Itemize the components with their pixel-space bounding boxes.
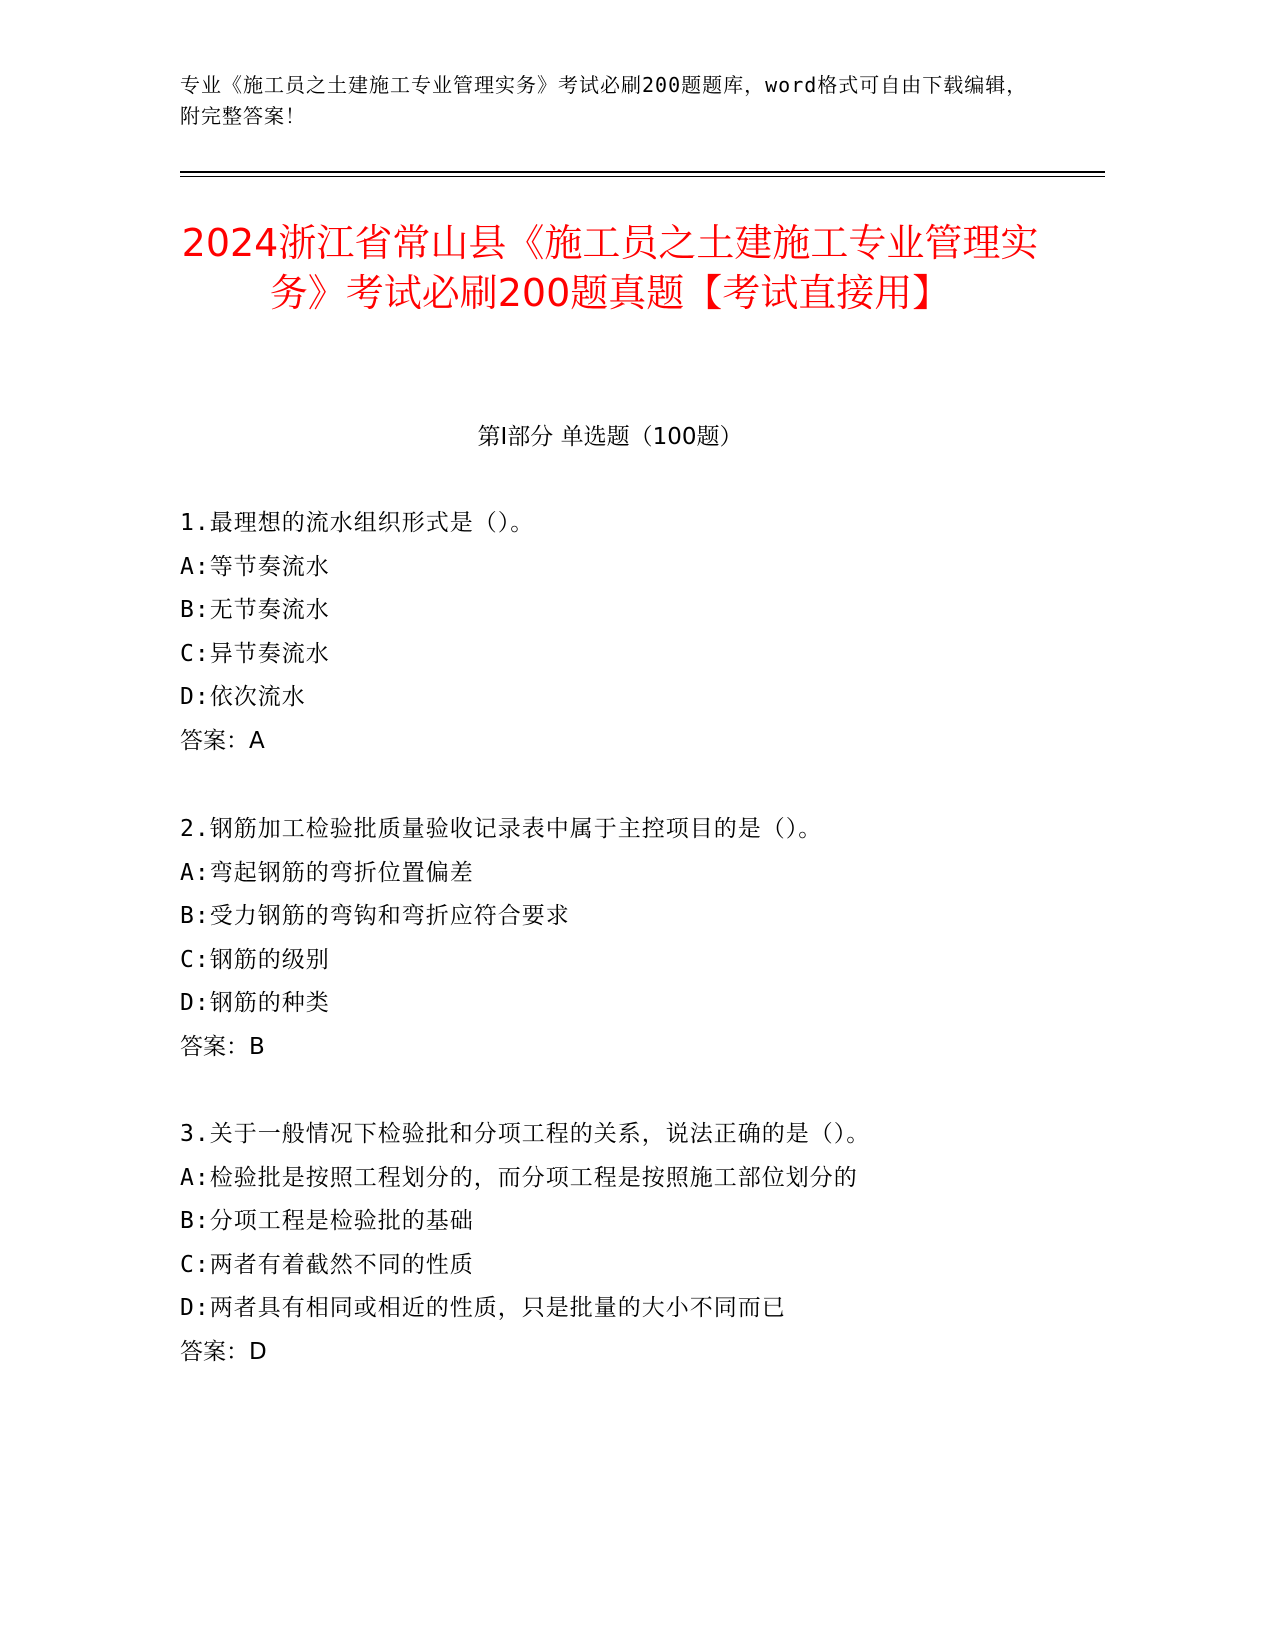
option-d: D:钢筋的种类 (180, 990, 330, 1016)
question-2 (180, 808, 1080, 1069)
option-c: C:异节奏流水 (180, 640, 330, 667)
option-b: B:受力钢筋的弯钩和弯折应符合要求 (180, 903, 570, 929)
option-b: B:分项工程是检验批的基础 (180, 1208, 474, 1234)
answer: 答案：D (180, 1338, 267, 1365)
answer: 答案：B (180, 1033, 265, 1060)
question-stem: 3.关于一般情况下检验批和分项工程的关系，说法正确的是（）。 (180, 1121, 871, 1147)
header-divider-thick (180, 171, 1105, 173)
section-heading: 第Ⅰ部分 单选题（100题） (477, 424, 743, 450)
option-c: C:两者有着截然不同的性质 (180, 1251, 474, 1278)
answer: 答案：A (180, 727, 265, 754)
option-a: A:弯起钢筋的弯折位置偏差 (180, 859, 474, 886)
document-title: 2024浙江省常山县《施工员之土建施工专业管理实务》考试必刷200题真题【考试直接用】 (181, 221, 1039, 315)
question-3 (180, 1113, 1080, 1374)
question-stem: 1.最理想的流水组织形式是（）。 (180, 510, 535, 536)
header-note: 专业《施工员之土建施工专业管理实务》考试必刷200题题库，word格式可自由下载编辑，附完整答案！ (180, 73, 1028, 128)
option-d: D:依次流水 (180, 684, 306, 710)
option-d: D:两者具有相同或相近的性质，只是批量的大小不同而已 (180, 1295, 786, 1321)
question-stem: 2.钢筋加工检验批质量验收记录表中属于主控项目的是（）。 (180, 816, 823, 842)
option-a: A:等节奏流水 (180, 553, 330, 580)
header-divider-thin (180, 176, 1105, 177)
option-b: B:无节奏流水 (180, 597, 330, 623)
question-1 (180, 502, 1080, 763)
option-c: C:钢筋的级别 (180, 946, 330, 973)
option-a: A:检验批是按照工程划分的，而分项工程是按照施工部位划分的 (180, 1164, 858, 1191)
